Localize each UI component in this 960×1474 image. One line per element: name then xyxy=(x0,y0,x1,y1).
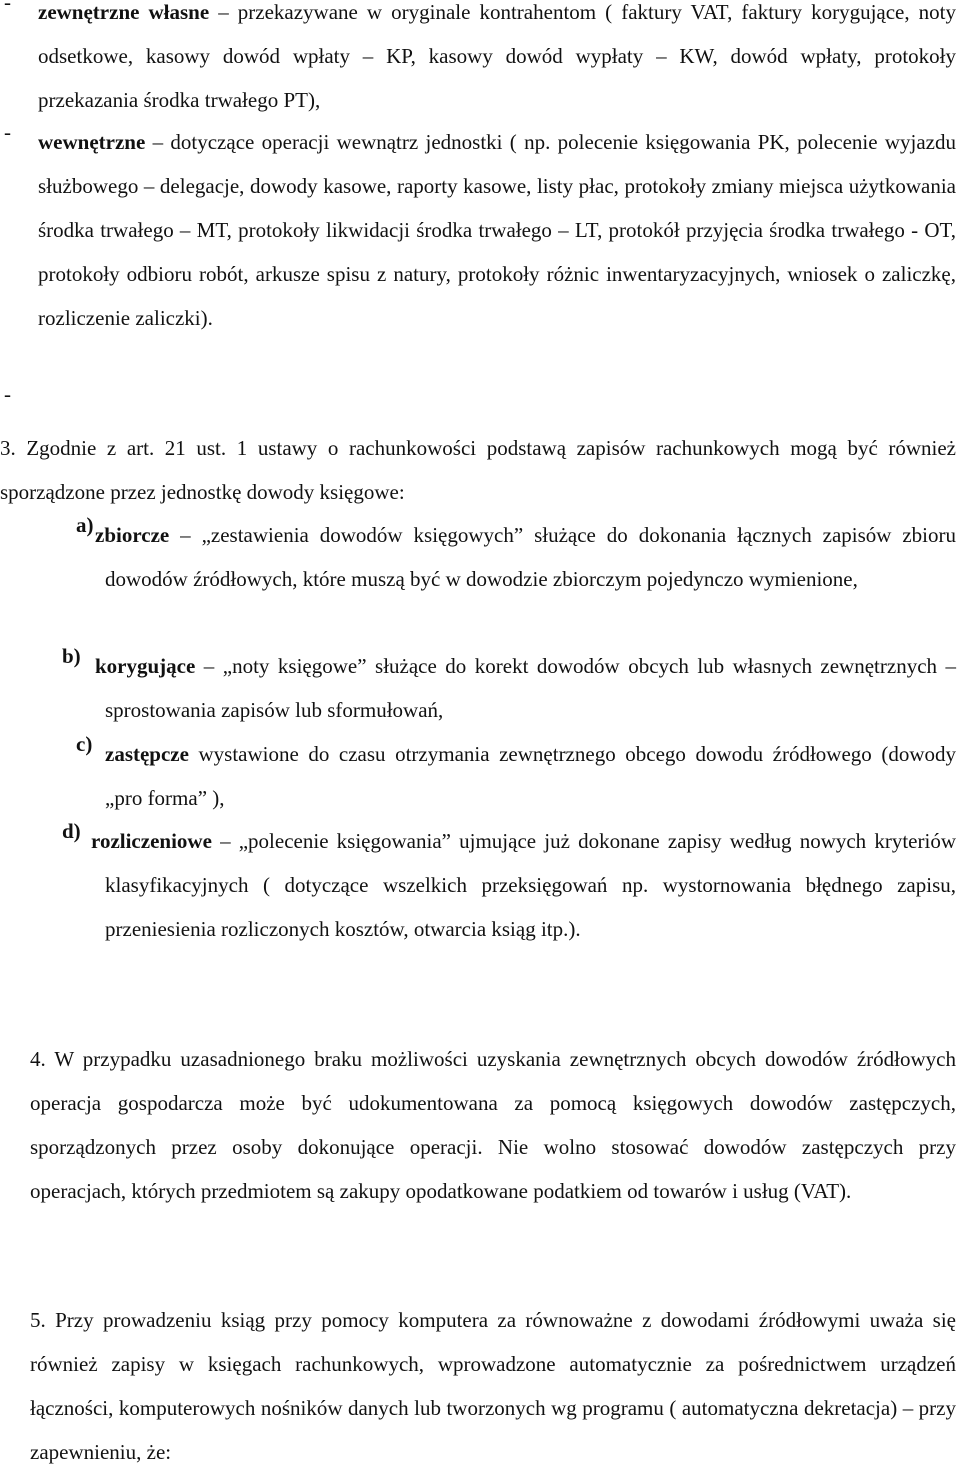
sub-item-body: wystawione do czasu otrzymania zewnętrznego obcego dowodu źródłowego (dowody „pro forma” ), xyxy=(105,742,956,810)
sub-item-term: korygujące xyxy=(95,654,196,678)
sub-item-text xyxy=(95,644,956,732)
sub-item-label: c) xyxy=(76,732,93,756)
list-item-body: – przekazywane w oryginale kontrahentom ( faktury VAT, faktury korygujące, noty odsetkowe, kasowy dowód wpłaty – KP, kasowy dowód wypłaty – KW, dowód wpłaty, protokoły przekazania środka trwałego PT), xyxy=(38,0,956,112)
sub-item-body: – „zestawienia dowodów księgowych” służące do dokonania łącznych zapisów zbioru dowodów źródłowych, które muszą być w dowodzie zbiorczym pojedynczo wymienione, xyxy=(105,523,956,591)
sub-item-text xyxy=(91,819,956,951)
sub-item-term: rozliczeniowe xyxy=(91,829,212,853)
sub-item-label: b) xyxy=(62,644,81,668)
section-5-text: 5. Przy prowadzeniu ksiąg przy pomocy komputera za równoważne z dowodami źródłowymi uważa się również zapisy w księgach rachunkowych, wprowadzone automatycznie za pośrednictwem urządzeń łączności, komputerowych nośników danych lub tworzonych wg programu ( automatyczna dekretacja) – przy zapewnieniu, że: xyxy=(30,1308,956,1464)
section-5-paragraph xyxy=(30,1298,956,1474)
list-bullet: - xyxy=(4,382,11,406)
list-item-term: wewnętrzne xyxy=(38,130,146,154)
sub-item-label: d) xyxy=(62,819,81,843)
list-item-term: zewnętrzne własne xyxy=(38,0,210,24)
list-item-text xyxy=(38,120,956,340)
list-item-body: – dotyczące operacji wewnątrz jednostki ( np. polecenie księgowania PK, polecenie wyjazdu służbowego – delegacje, dowody kasowe, raporty kasowe, listy płac, protokoły zmiany miejsca użytkowania środka trwałego – MT, protokoły likwidacji środka trwałego – LT, protokół przyjęcia środka trwałego - OT, protokoły odbioru robót, arkusze spisu z natury, protokoły różnic inwentaryzacyjnych, wniosek o zaliczkę, rozliczenie zaliczki). xyxy=(38,130,956,330)
section-4-text: 4. W przypadku uzasadnionego braku możliwości uzyskania zewnętrznych obcych dowodów źródłowych operacja gospodarcza może być udokumentowana za pomocą księgowych dowodów zastępczych, sporządzonych przez osoby dokonujące operacji. Nie wolno stosować dowodów zastępczych przy operacjach, których przedmiotem są zakupy opodatkowane podatkiem od towarów i usług (VAT). xyxy=(30,1047,956,1203)
section-4-paragraph xyxy=(30,1037,956,1213)
sub-item-text xyxy=(95,513,956,601)
list-bullet: - xyxy=(4,120,11,144)
section-3-intro-text: 3. Zgodnie z art. 21 ust. 1 ustawy o rachunkowości podstawą zapisów rachunkowych mogą być również sporządzone przez jednostkę dowody księgowe: xyxy=(0,436,956,504)
section-3-intro xyxy=(0,426,956,514)
sub-item-body: – „polecenie księgowania” ujmujące już dokonane zapisy według nowych kryteriów klasyfikacyjnych ( dotyczące wszelkich przeksięgowań np. wystornowania błędnego zapisu, przeniesienia rozliczonych kosztów, otwarcia ksiąg itp.). xyxy=(105,829,956,941)
sub-item-text xyxy=(105,732,956,820)
sub-item-label: a) xyxy=(76,513,94,537)
sub-item-body: – „noty księgowe” służące do korekt dowodów obcych lub własnych zewnętrznych – sprostowania zapisów lub sformułowań, xyxy=(105,654,956,722)
list-bullet: - xyxy=(4,0,11,14)
sub-item-term: zbiorcze xyxy=(95,523,170,547)
list-item-text xyxy=(38,0,956,122)
sub-item-term: zastępcze xyxy=(105,742,189,766)
